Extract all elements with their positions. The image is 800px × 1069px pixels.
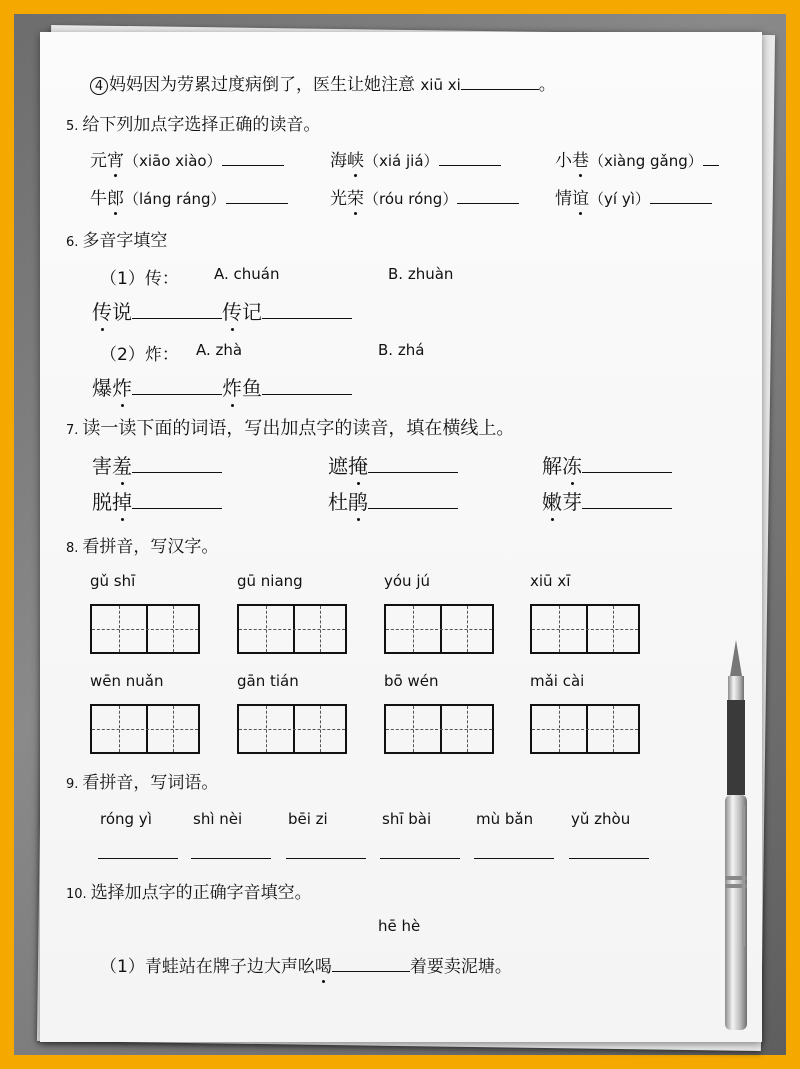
tianzige-box[interactable] (530, 704, 640, 754)
pinyin-label: gān tián (237, 672, 299, 690)
pinyin-label: mù bǎn (476, 810, 534, 828)
q5-item: 牛郎（láng ráng） (90, 184, 288, 209)
q10-title: 10. 选择加点字的正确字音填空。 (66, 883, 312, 903)
answer-blank[interactable] (457, 187, 519, 204)
q5-item: 情谊（yí yì） (555, 184, 712, 209)
pinyin-label: shì nèi (193, 810, 243, 828)
pinyin-options: （xiàng gǎng） (589, 152, 703, 170)
answer-blank[interactable] (582, 492, 672, 509)
grid-line (467, 606, 468, 652)
grid-line (613, 706, 614, 752)
answer-line[interactable] (380, 858, 460, 859)
fountain-pen-icon (706, 636, 766, 1046)
answer-blank[interactable] (262, 378, 352, 395)
grid-line (532, 729, 638, 730)
pinyin-label: gǔ shī (90, 572, 136, 590)
answer-blank[interactable] (582, 456, 672, 473)
answer-blank[interactable] (439, 149, 501, 166)
q6-p2-option-b: B. zhá (378, 341, 425, 359)
dotted-char: 郎 (107, 184, 124, 209)
answer-blank[interactable] (368, 456, 458, 473)
grid-line (173, 706, 174, 752)
pinyin-label: róng yì (100, 810, 152, 828)
pinyin-label: gū niang (237, 572, 303, 590)
q6-p1-words: 传说 传记 (92, 296, 352, 325)
q6-p2-option-a: A. zhà (196, 341, 243, 359)
answer-blank[interactable] (262, 302, 352, 319)
grid-line (559, 606, 560, 652)
dotted-char: 荣 (347, 184, 364, 209)
grid-line (386, 629, 492, 630)
grid-line (119, 706, 120, 752)
pinyin-label: mǎi cài (530, 672, 585, 690)
answer-blank[interactable] (703, 149, 719, 166)
answer-line[interactable] (286, 858, 366, 859)
q6-p1-option-a: A. chuán (214, 265, 280, 283)
grid-line (467, 706, 468, 752)
tianzige-box[interactable] (90, 604, 200, 654)
q6-part1-label: （1）传： (100, 269, 179, 289)
q7-word: 害羞 (92, 450, 222, 479)
tianzige-box[interactable] (90, 704, 200, 754)
q7-word: 遮掩 (328, 450, 458, 479)
pinyin-label: yǔ zhòu (571, 810, 631, 828)
q7-title: 7. 读一读下面的词语，写出加点字的读音，填在横线上。 (66, 418, 515, 439)
answer-line[interactable] (191, 858, 271, 859)
dotted-char: 掉 (112, 486, 132, 515)
q10-options: hē hè (378, 917, 421, 935)
grid-line (413, 706, 414, 752)
answer-blank[interactable] (132, 492, 222, 509)
q6-title: 6. 多音字填空 (66, 231, 168, 251)
q10-sentence1: （1）青蛙站在牌子边大声吆喝 着要卖泥塘。 (100, 952, 512, 977)
tianzige-box[interactable] (384, 704, 494, 754)
pinyin-label: bō wén (384, 672, 439, 690)
grid-line (613, 606, 614, 652)
q9-title: 9. 看拼音，写词语。 (66, 773, 219, 793)
grid-line (92, 629, 198, 630)
pinyin-options: （láng ráng） (124, 190, 226, 208)
dotted-char: 羞 (112, 450, 132, 479)
grid-line (386, 729, 492, 730)
pinyin-label: xiū xī (530, 572, 571, 590)
answer-blank[interactable] (332, 955, 410, 972)
pinyin-label: bēi zi (288, 810, 328, 828)
pinyin-label: wēn nuǎn (90, 672, 164, 690)
q5-item: 光荣（róu róng） (330, 184, 519, 209)
q6-p2-words: 爆炸 炸鱼 (92, 372, 352, 401)
answer-blank[interactable] (368, 492, 458, 509)
grid-line (92, 729, 198, 730)
grid-line (320, 606, 321, 652)
answer-line[interactable] (474, 858, 554, 859)
q5-item: 海峡（xiá jiá） (330, 146, 501, 171)
pinyin-options: （róu róng） (364, 190, 458, 208)
answer-blank[interactable] (650, 187, 712, 204)
grid-line (320, 706, 321, 752)
grid-line (413, 606, 414, 652)
grid-line (119, 606, 120, 652)
q7-word: 解冻 (542, 450, 672, 479)
answer-blank[interactable] (222, 149, 284, 166)
answer-blank[interactable] (461, 73, 539, 90)
q5-item: 元宵（xiāo xiào） (90, 146, 284, 171)
tianzige-box[interactable] (237, 704, 347, 754)
pinyin-options: （xiá jiá） (364, 152, 439, 170)
dotted-char: 掩 (348, 450, 368, 479)
answer-blank[interactable] (226, 187, 288, 204)
q8-title: 8. 看拼音，写汉字。 (66, 537, 219, 557)
q7-word: 脱掉 (92, 486, 222, 515)
q4-item4: 4 妈妈因为劳累过度病倒了，医生让她注意 xiū xi 。 (90, 70, 556, 95)
q7-word: 杜鹃 (328, 486, 458, 515)
grid-line (266, 606, 267, 652)
answer-line[interactable] (98, 858, 178, 859)
answer-line[interactable] (569, 858, 649, 859)
tianzige-box[interactable] (237, 604, 347, 654)
q5-title: 5. 给下列加点字选择正确的读音。 (66, 115, 321, 135)
dotted-char: 巷 (572, 146, 589, 171)
answer-blank[interactable] (132, 378, 222, 395)
dotted-char: 峡 (347, 146, 364, 171)
q6-p1-option-b: B. zhuàn (388, 265, 454, 283)
pinyin-options: （xiāo xiào） (124, 152, 222, 170)
dotted-char: 冻 (562, 450, 582, 479)
q6-part2-label: （2）炸： (100, 345, 179, 365)
grid-line (532, 629, 638, 630)
q5-item: 小巷（xiàng gǎng） (555, 146, 719, 171)
answer-blank[interactable] (132, 302, 222, 319)
grid-line (239, 629, 345, 630)
answer-blank[interactable] (132, 456, 222, 473)
grid-line (239, 729, 345, 730)
dotted-char: 嫩 (542, 486, 562, 515)
pinyin-label: yóu jú (384, 572, 431, 590)
grid-line (266, 706, 267, 752)
grid-line (173, 606, 174, 652)
tianzige-box[interactable] (384, 604, 494, 654)
pinyin-label: shī bài (382, 810, 432, 828)
dotted-char: 宵 (107, 146, 124, 171)
circled-number: 4 (90, 77, 108, 95)
pinyin-options: （yí yì） (589, 190, 650, 208)
dotted-char: 鹃 (348, 486, 368, 515)
dotted-char: 谊 (572, 184, 589, 209)
q7-word: 嫩芽 (542, 486, 672, 515)
tianzige-box[interactable] (530, 604, 640, 654)
grid-line (559, 706, 560, 752)
